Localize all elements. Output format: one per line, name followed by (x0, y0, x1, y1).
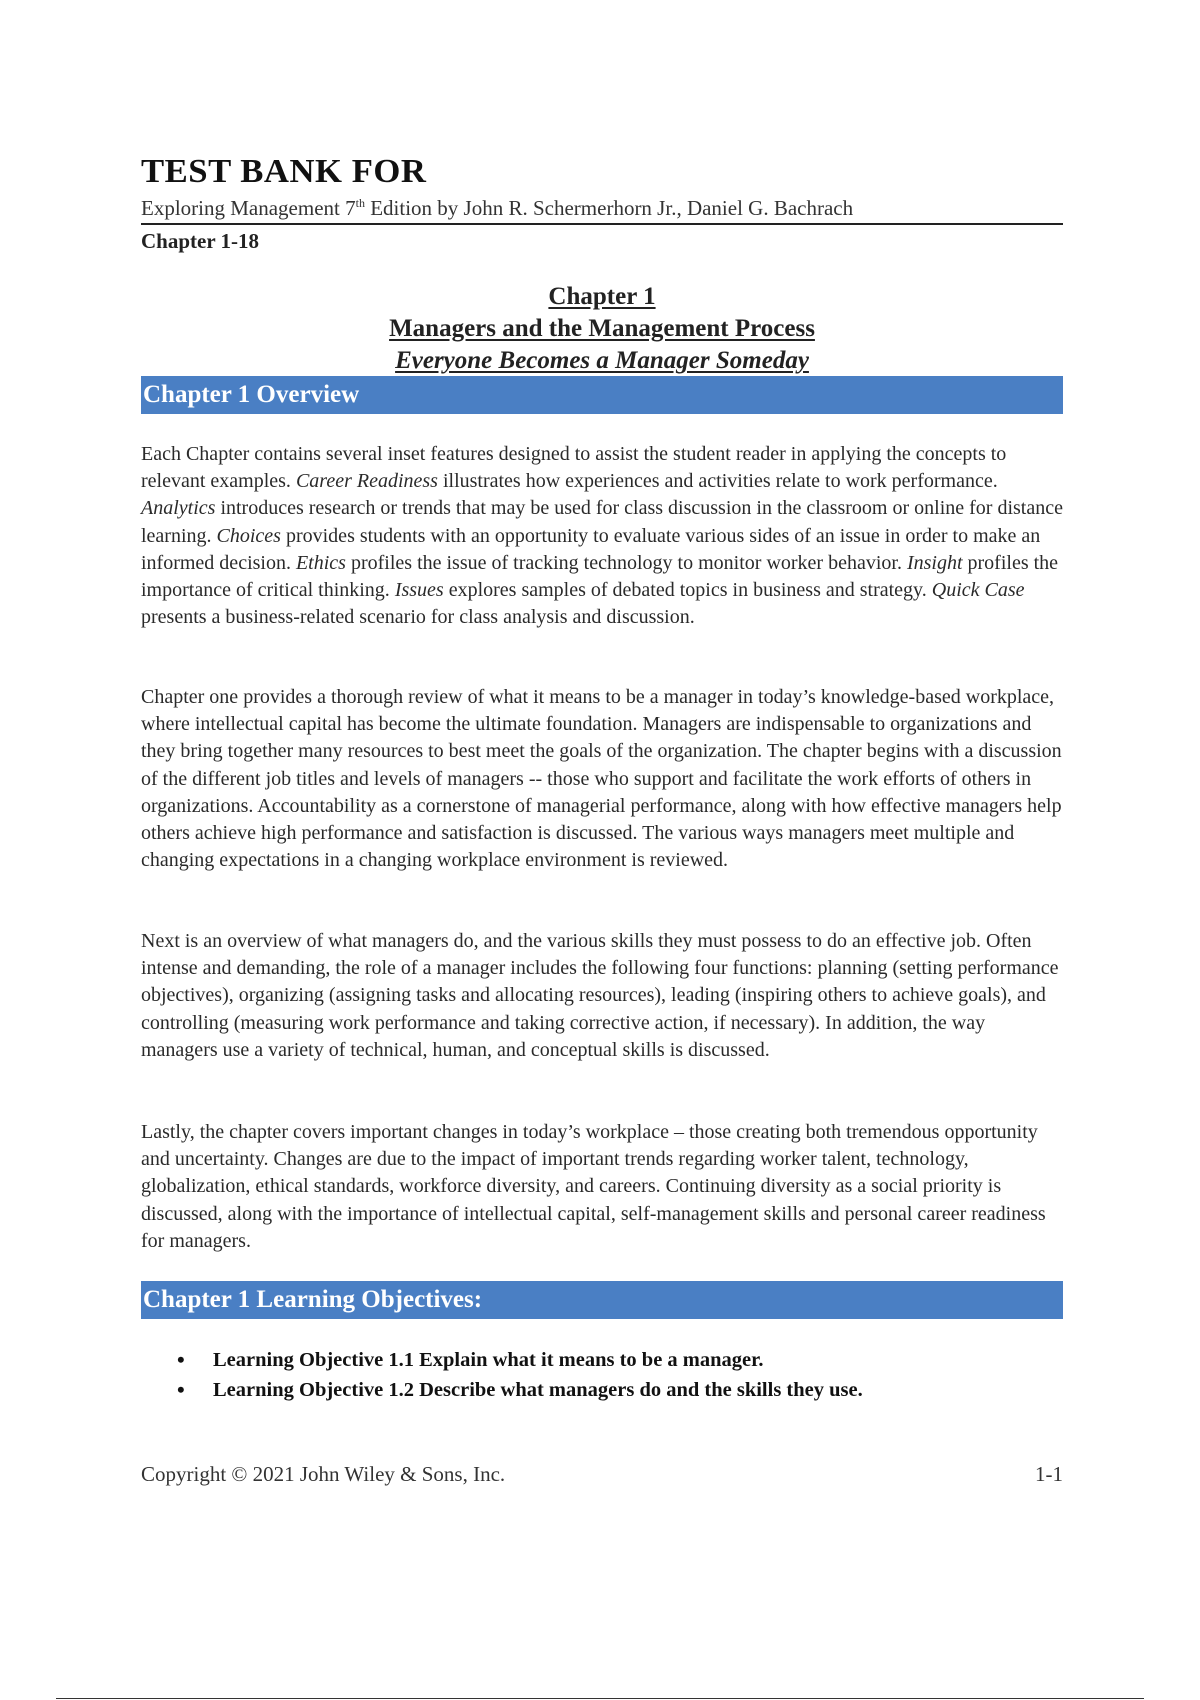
text-run: Each Chapter contains several inset features designed to assist the student reader in applying the concepts to relevant examples. (141, 443, 1007, 493)
edition-superscript: th (355, 196, 365, 210)
copyright-notice: Copyright © 2021 John Wiley & Sons, Inc. (141, 1462, 506, 1486)
text-run: presents a business-related scenario for class analysis and discussion. (141, 606, 695, 629)
subtitle-text-start: Exploring Management 7 (141, 196, 356, 220)
feature-name: Insight (906, 551, 963, 574)
feature-name: Quick Case (931, 579, 1025, 602)
feature-name: Issues (394, 579, 444, 602)
book-subtitle (141, 196, 853, 221)
chapter-heading-block (141, 281, 1063, 377)
header-divider (141, 223, 1063, 225)
overview-paragraph-features (141, 441, 1063, 631)
subtitle-text-end: Edition by John R. Schermerhorn Jr., Daniel G. Bachrach (364, 196, 854, 220)
text-run: profiles the issue of tracking technology to monitor worker behavior. (345, 551, 907, 574)
overview-paragraph-functions: Next is an overview of what managers do, and the various skills they must possess to do an effective job. Often intense and demanding, the role of a manager includes the following four functions: planning (setting performance objectives), organizing (assigning tasks and allocating resources), leading (inspiring others to achieve goals), and controlling (measuring work performance and taking corrective action, if necessary). In addition, the way managers use a variety of technical, human, and conceptual skills is discussed. (141, 930, 1059, 1061)
text-run: profiles the importance of critical thinking. (141, 551, 1059, 602)
feature-name: Ethics (295, 551, 346, 574)
learning-objective-item: • Learning Objective 1.2 Describe what managers do and the skills they use. (177, 1375, 863, 1405)
learning-objectives-list (177, 1345, 863, 1405)
text-run: provides students with an opportunity to evaluate various sides of an issue in order to make an informed decision. (141, 524, 1041, 574)
text-run: illustrates how experiences and activities relate to work performance. (437, 470, 998, 493)
feature-name: Career Readiness (295, 470, 438, 493)
chapter-number: Chapter 1 (548, 283, 656, 310)
chapter-range: Chapter 1-18 (141, 229, 260, 253)
chapter-title: Managers and the Management Process (389, 315, 815, 342)
overview-paragraph-changes: Lastly, the chapter covers important changes in today’s workplace – those creating both tremendous opportunity and uncertainty. Changes are due to the impact of important trends regarding worker talent, technology, globalization, ethical standards, workforce diversity, and careers. Continuing diversity as a social priority is discussed, along with the importance of intellectual capital, self-management skills and personal career readiness for managers. (141, 1121, 1046, 1252)
text-run: explores samples of debated topics in business and strategy. (443, 579, 932, 602)
bottom-divider (56, 1698, 1144, 1699)
objectives-section-header: Chapter 1 Learning Objectives: (141, 1281, 1063, 1319)
overview-section-header: Chapter 1 Overview (141, 376, 1063, 414)
feature-name: Analytics (141, 497, 216, 520)
chapter-tagline: Everyone Becomes a Manager Someday (395, 347, 809, 374)
overview-paragraph-manager-role: Chapter one provides a thorough review of what it means to be a manager in today’s knowledge-based workplace, where intellectual capital has become the ultimate foundation. Managers are indispensable to organizations and they bring together many resources to best meet the goals of the organization. The chapter begins with a discussion of the different job titles and levels of managers -- those who support and facilitate the work efforts of others in organizations. Accountability as a cornerstone of managerial performance, along with how effective managers help others achieve high performance and satisfaction is discussed. The various ways managers meet multiple and changing expectations in a changing workplace environment is reviewed. (141, 686, 1062, 872)
text-run: introduces research or trends that may be used for class discussion in the classroom or online for distance learning. (141, 497, 1063, 547)
feature-name: Choices (216, 524, 281, 547)
learning-objective-item: • Learning Objective 1.1 Explain what it means to be a manager. (177, 1345, 863, 1375)
document-title: TEST BANK FOR (141, 153, 427, 190)
page-number: 1-1 (1035, 1462, 1063, 1486)
